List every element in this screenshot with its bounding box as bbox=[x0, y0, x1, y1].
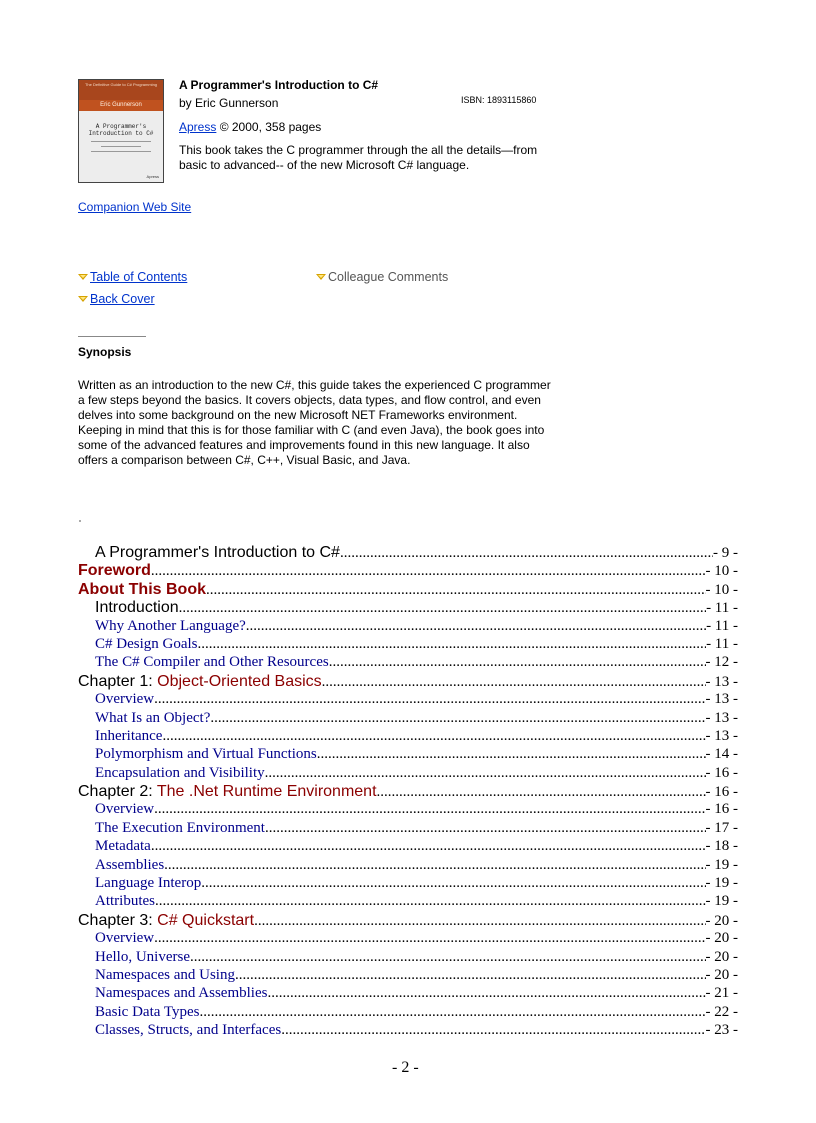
toc-leader-dots bbox=[154, 930, 705, 947]
toc-page-number: - 12 - bbox=[705, 654, 738, 671]
cover-rule bbox=[91, 141, 151, 142]
toc-entry[interactable] bbox=[78, 875, 738, 893]
toc-entry-title: Overview bbox=[95, 801, 155, 818]
cover-author: Eric Gunnerson bbox=[79, 100, 163, 111]
toc-entry[interactable] bbox=[78, 710, 738, 728]
table-of-contents bbox=[78, 544, 738, 1041]
toc-entry[interactable] bbox=[78, 838, 738, 856]
toc-page-number: - 19 - bbox=[705, 875, 738, 892]
toc-leader-dots bbox=[155, 893, 706, 910]
toc-entry-title: Hello, Universe bbox=[95, 948, 190, 965]
toc-page-number: - 16 - bbox=[705, 801, 738, 818]
toc-entry[interactable] bbox=[78, 801, 738, 819]
toc-entry-title: Introduction bbox=[95, 599, 179, 617]
toc-entry-title: Inheritance bbox=[95, 727, 163, 744]
toc-page-number: - 22 - bbox=[705, 1003, 738, 1020]
toc-entry[interactable] bbox=[78, 783, 738, 801]
toc-leader-dots bbox=[265, 765, 706, 782]
toc-entry[interactable] bbox=[78, 636, 738, 654]
toc-leader-dots bbox=[322, 674, 706, 691]
toc-entry[interactable] bbox=[78, 893, 738, 911]
cover-rule bbox=[91, 151, 151, 152]
toc-entry-title: What Is an Object? bbox=[95, 709, 211, 726]
cover-tagline: The Definitive Guide to C# Programming bbox=[79, 80, 163, 100]
toc-entry[interactable] bbox=[78, 930, 738, 948]
toc-page-number: - 9 - bbox=[713, 545, 738, 561]
companion-web-site bbox=[78, 200, 191, 214]
toc-page-number: - 11 - bbox=[706, 635, 738, 652]
toc-entry-title: The C# Compiler and Other Resources bbox=[95, 654, 329, 671]
toc-leader-dots bbox=[377, 784, 706, 801]
toc-leader-dots bbox=[162, 728, 705, 745]
toc-entry-title: Language Interop bbox=[95, 875, 202, 892]
toc-leader-dots bbox=[340, 545, 713, 562]
toc-leader-dots bbox=[179, 600, 706, 617]
cover-title-line1: A Programmer's bbox=[95, 123, 147, 130]
toc-entry[interactable] bbox=[78, 581, 738, 599]
toc-entry-title: The Execution Environment bbox=[95, 819, 265, 836]
book-title: A Programmer's Introduction to C# bbox=[179, 78, 379, 92]
toc-page-number: - 10 - bbox=[705, 563, 738, 580]
toc-entry-title: Namespaces and Using bbox=[95, 966, 235, 983]
book-cover-image bbox=[78, 79, 164, 183]
toc-entry-title bbox=[78, 783, 377, 801]
toc-entry[interactable] bbox=[78, 618, 738, 636]
toc-chapter-prefix: Chapter 2: bbox=[78, 783, 157, 801]
toc-leader-dots bbox=[267, 985, 705, 1002]
cover-publisher: Apress bbox=[146, 174, 159, 179]
toc-page-number: - 20 - bbox=[705, 930, 738, 947]
stray-mark bbox=[79, 520, 81, 522]
toc-page-number: - 14 - bbox=[705, 746, 738, 763]
toc-chapter-name: The .Net Runtime Environment bbox=[156, 783, 377, 801]
colleague-comments-label[interactable]: Colleague Comments bbox=[328, 270, 449, 284]
toc-entry-title: Why Another Language? bbox=[95, 617, 246, 634]
toc-leader-dots bbox=[265, 820, 706, 837]
toc-chapter-name: Object-Oriented Basics bbox=[157, 672, 322, 690]
toc-page-number: - 16 - bbox=[705, 784, 738, 801]
toc-entry-title: Overview bbox=[95, 691, 155, 708]
book-description: This book takes the C programmer through the all the details—from basic to advanced-- of the new Microsoft C# language. bbox=[179, 143, 538, 172]
toc-leader-dots bbox=[154, 691, 705, 708]
toc-entry-title: Encapsulation and Visibility bbox=[95, 764, 265, 781]
toc-leader-dots bbox=[281, 1022, 705, 1039]
down-arrow-icon bbox=[316, 274, 326, 280]
colleague-comments-nav bbox=[316, 270, 448, 284]
toc-page-number: - 13 - bbox=[705, 727, 738, 744]
toc-page-number: - 10 - bbox=[705, 581, 738, 598]
toc-entry-title: Namespaces and Assemblies bbox=[95, 985, 268, 1002]
toc-entry-title: C# Design Goals bbox=[95, 635, 198, 652]
toc-page-number: - 17 - bbox=[705, 819, 738, 836]
publisher-copyright: © 2000, 358 pages bbox=[216, 120, 322, 134]
toc-leader-dots bbox=[190, 949, 706, 966]
divider bbox=[78, 336, 146, 337]
toc-page-number: - 18 - bbox=[705, 838, 738, 855]
toc-page-number: - 19 - bbox=[705, 893, 738, 910]
toc-chapter-prefix: Chapter 1: bbox=[78, 672, 158, 690]
toc-page-number: - 11 - bbox=[706, 617, 738, 634]
toc-entry-title bbox=[78, 673, 322, 691]
toc-entry[interactable] bbox=[78, 544, 738, 562]
toc-leader-dots bbox=[235, 967, 706, 984]
toc-page-number: - 20 - bbox=[705, 966, 738, 983]
toc-entry[interactable] bbox=[78, 746, 738, 764]
toc-entry[interactable] bbox=[78, 691, 738, 709]
cover-title-line2: Introduction to C# bbox=[88, 130, 154, 137]
toc-leader-dots bbox=[151, 563, 706, 580]
table-of-contents-link[interactable]: Table of Contents bbox=[90, 270, 188, 284]
toc-page-number: - 23 - bbox=[705, 1022, 738, 1039]
toc-entry-title: Basic Data Types bbox=[95, 1003, 200, 1020]
cover-body bbox=[79, 111, 163, 182]
table-of-contents-nav bbox=[78, 270, 187, 284]
toc-leader-dots bbox=[317, 746, 706, 763]
toc-leader-dots bbox=[206, 582, 706, 599]
toc-entry-title: Foreword bbox=[78, 562, 151, 580]
toc-chapter-prefix: Chapter 3: bbox=[78, 911, 158, 929]
toc-entry-title: Assemblies bbox=[95, 856, 165, 873]
toc-leader-dots bbox=[151, 838, 706, 855]
toc-entry-title: A Programmer's Introduction to C# bbox=[95, 544, 340, 561]
book-author: by Eric Gunnerson bbox=[179, 96, 279, 110]
toc-entry-title: About This Book bbox=[78, 580, 206, 598]
toc-page-number: - 11 - bbox=[706, 600, 738, 617]
back-cover-nav bbox=[78, 292, 155, 306]
toc-leader-dots bbox=[201, 875, 705, 892]
toc-entry-title: Metadata bbox=[95, 838, 151, 855]
cover-rule bbox=[101, 146, 141, 147]
toc-entry-title: Overview bbox=[95, 930, 155, 947]
toc-entry-title: Attributes bbox=[95, 893, 155, 910]
toc-leader-dots bbox=[199, 1004, 705, 1021]
toc-entry[interactable] bbox=[78, 1022, 738, 1040]
toc-entry[interactable] bbox=[78, 599, 738, 617]
toc-leader-dots bbox=[154, 801, 705, 818]
toc-page-number: - 20 - bbox=[705, 948, 738, 965]
toc-entry[interactable] bbox=[78, 857, 738, 875]
down-arrow-icon bbox=[78, 274, 88, 280]
synopsis-text: Written as an introduction to the new C#, this guide takes the experienced C programmer a few steps beyond the basics. It covers objects, data types, and flow control, and even delves into some background on the new Microsoft NET Frameworks environment. Keeping in mind that this is for those familiar with C (and even Java), the book goes into some of the advanced features and improvements found in this new language. It also offers a comparison between C#, C++, Visual Basic, and Java. bbox=[78, 378, 551, 467]
toc-page-number: - 13 - bbox=[705, 673, 738, 690]
toc-entry-title bbox=[78, 912, 254, 930]
toc-leader-dots bbox=[198, 636, 707, 653]
toc-entry[interactable] bbox=[78, 912, 738, 930]
page-number: - 2 - bbox=[392, 1059, 419, 1076]
toc-entry[interactable] bbox=[78, 673, 738, 691]
down-arrow-icon bbox=[78, 296, 88, 302]
toc-entry[interactable] bbox=[78, 820, 738, 838]
back-cover-link[interactable]: Back Cover bbox=[90, 292, 155, 306]
toc-entry[interactable] bbox=[78, 728, 738, 746]
toc-leader-dots bbox=[246, 618, 706, 635]
toc-entry-title: Classes, Structs, and Interfaces bbox=[95, 1022, 282, 1039]
toc-entry-title: Polymorphism and Virtual Functions bbox=[95, 746, 317, 763]
toc-leader-dots bbox=[210, 710, 705, 727]
toc-leader-dots bbox=[254, 913, 705, 930]
toc-page-number: - 16 - bbox=[705, 764, 738, 781]
publisher-link[interactable]: Apress bbox=[179, 120, 217, 134]
isbn: ISBN: 1893115860 bbox=[461, 95, 537, 105]
toc-page-number: - 13 - bbox=[705, 709, 738, 726]
toc-page-number: - 19 - bbox=[705, 856, 738, 873]
toc-entry[interactable] bbox=[78, 765, 738, 783]
publisher-line bbox=[179, 120, 321, 134]
toc-leader-dots bbox=[329, 654, 706, 671]
toc-entry[interactable] bbox=[78, 967, 738, 985]
toc-page-number: - 20 - bbox=[705, 912, 738, 929]
toc-chapter-name: C# Quickstart bbox=[157, 911, 255, 929]
toc-entry[interactable] bbox=[78, 1004, 738, 1022]
toc-leader-dots bbox=[164, 857, 705, 874]
synopsis-heading: Synopsis bbox=[78, 345, 132, 359]
toc-entry[interactable] bbox=[78, 562, 738, 580]
toc-entry[interactable] bbox=[78, 949, 738, 967]
toc-page-number: - 13 - bbox=[705, 691, 738, 708]
toc-entry[interactable] bbox=[78, 654, 738, 672]
companion-web-site-link[interactable]: Companion Web Site bbox=[78, 200, 192, 214]
toc-page-number: - 21 - bbox=[705, 985, 738, 1002]
toc-entry[interactable] bbox=[78, 985, 738, 1003]
